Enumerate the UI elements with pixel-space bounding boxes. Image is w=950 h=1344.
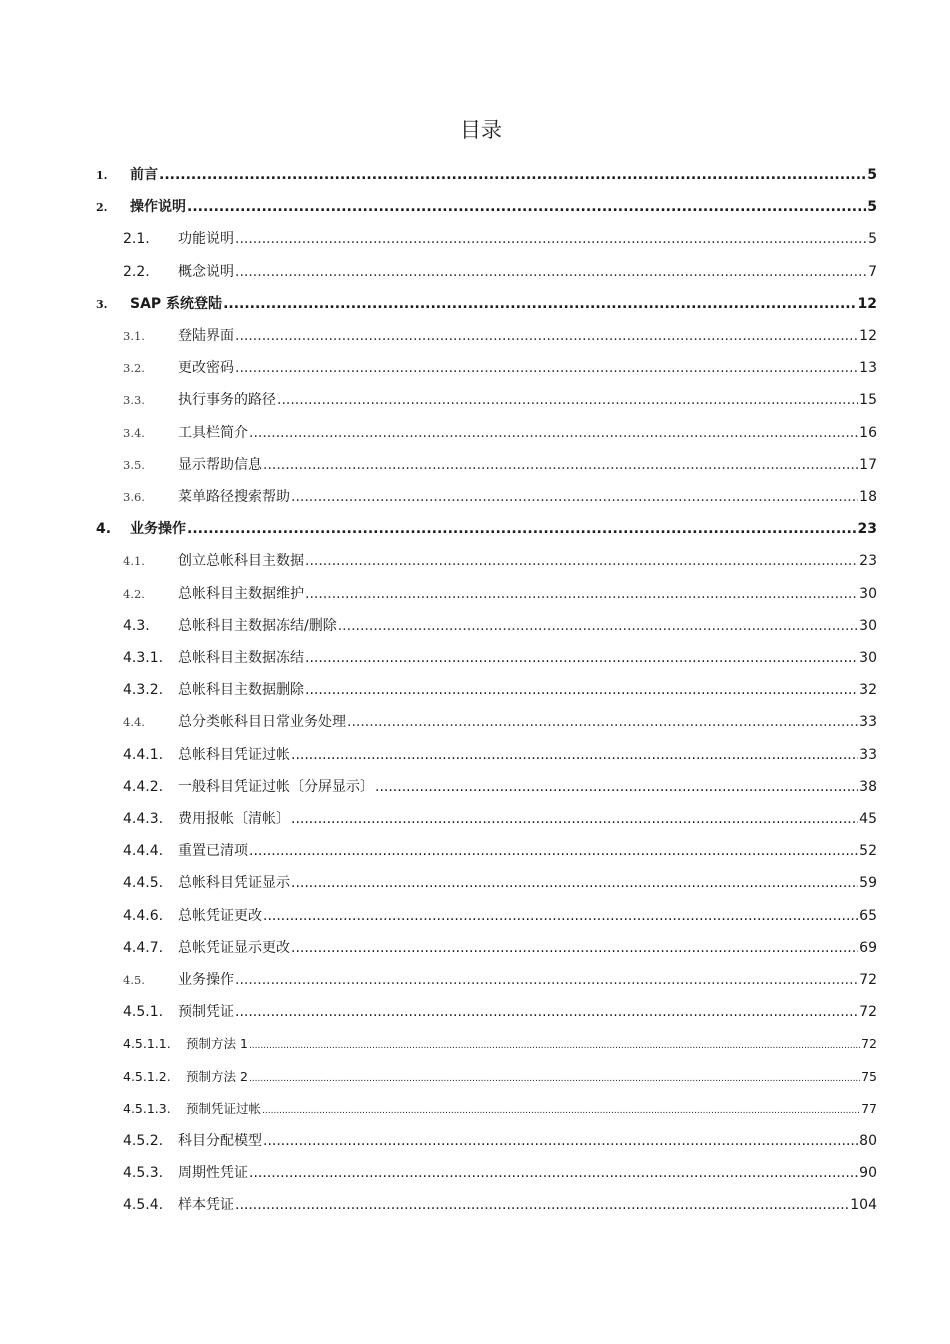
toc-entry-title: 登陆界面	[178, 328, 234, 344]
toc-entry-title: 操作说明	[130, 199, 186, 216]
toc-entry-number: 4.5.1.1.	[123, 1036, 171, 1052]
toc-dot-leader	[263, 450, 858, 480]
toc-entry-title: 预制凭证	[178, 1004, 234, 1021]
toc-entry-number: 3.4.	[123, 425, 145, 440]
toc-entry-title: 显示帮助信息	[178, 456, 262, 473]
toc-dot-leader	[159, 160, 866, 190]
toc-entry[interactable]	[123, 611, 877, 641]
toc-entry-title: 前言	[130, 167, 158, 183]
toc-dot-leader	[223, 289, 856, 319]
toc-entry[interactable]	[123, 1029, 877, 1059]
toc-entry-page-number: 23	[859, 553, 877, 570]
toc-entry-number: 4.5.4.	[123, 1197, 164, 1214]
toc-entry-number: 4.4.4.	[123, 843, 164, 860]
toc-entry-page-number: 52	[859, 843, 877, 860]
toc-entry-number: 2.1.	[123, 231, 150, 248]
toc-entry-page-number: 13	[859, 360, 877, 377]
toc-entry-page-number: 80	[859, 1133, 877, 1149]
toc-dot-leader	[249, 836, 858, 866]
toc-entry-number: 4.5.1.	[123, 1004, 164, 1021]
toc-entry[interactable]	[123, 1062, 877, 1092]
toc-entry-title: 更改密码	[178, 360, 234, 377]
toc-entry-title: 重置已清项	[178, 843, 248, 860]
toc-entry-title: 一般科目凭证过帐〔分屏显示〕	[178, 778, 374, 795]
toc-entry[interactable]	[123, 353, 877, 383]
toc-entry[interactable]	[123, 901, 877, 931]
toc-entry[interactable]	[123, 418, 877, 448]
toc-entry-title: 总帐科目凭证显示	[178, 875, 290, 892]
toc-entry-title: 总帐科目主数据维护	[178, 585, 304, 602]
toc-entry[interactable]	[123, 740, 877, 770]
toc-dot-leader	[305, 579, 858, 609]
toc-dot-leader	[235, 353, 858, 383]
toc-dot-leader	[305, 546, 858, 576]
toc-entry-page-number: 30	[859, 585, 877, 602]
toc-entry-page-number: 75	[861, 1068, 877, 1084]
toc-dot-leader	[291, 804, 858, 834]
toc-dot-leader	[187, 514, 857, 544]
toc-entry-number: 4.4.	[123, 715, 145, 730]
toc-entry-number: 4.5.1.3.	[123, 1100, 171, 1116]
toc-entry-title: 预制方法 1	[186, 1036, 248, 1052]
toc-entry-page-number: 32	[859, 682, 877, 699]
toc-entry-page-number: 38	[859, 778, 877, 795]
toc-entry-number: 4.5.	[123, 973, 145, 987]
toc-entry-title: SAP 系统登陆	[130, 295, 223, 312]
toc-dot-leader	[262, 1096, 860, 1126]
toc-dot-leader	[235, 321, 858, 351]
toc-entry-title: 样本凭证	[178, 1197, 234, 1214]
toc-entry-page-number: 17	[859, 456, 877, 473]
toc-entry-page-number: 12	[857, 295, 877, 312]
toc-entry-number: 4.3.	[123, 617, 150, 634]
toc-entry-title: 总分类帐科目日常业务处理	[178, 714, 346, 731]
toc-entry-number: 4.5.3.	[123, 1165, 164, 1182]
toc-dot-leader	[305, 675, 858, 705]
toc-entry[interactable]	[96, 514, 877, 544]
toc-entry-title: 预制方法 2	[186, 1068, 248, 1084]
toc-entry[interactable]	[123, 385, 877, 415]
toc-entry[interactable]	[123, 933, 877, 963]
toc-entry[interactable]	[123, 482, 877, 512]
toc-entry-number: 4.4.5.	[123, 875, 164, 892]
toc-entry-number: 1.	[96, 169, 108, 182]
toc-dot-leader	[249, 1064, 860, 1094]
toc-entry-title: 预制凭证过帐	[186, 1100, 262, 1116]
toc-entry-title: 总帐凭证更改	[178, 907, 262, 924]
toc-entry[interactable]	[123, 643, 877, 673]
toc-dot-leader	[187, 192, 866, 222]
toc-dot-leader	[291, 740, 858, 770]
toc-entry[interactable]	[123, 257, 877, 287]
toc-entry-title: 工具栏简介	[178, 424, 248, 441]
toc-entry-title: 业务操作	[130, 521, 186, 538]
toc-entry-page-number: 5	[867, 167, 877, 183]
toc-dot-leader	[235, 1190, 849, 1220]
toc-entry[interactable]	[96, 289, 877, 319]
toc-dot-leader	[305, 643, 858, 673]
toc-dot-leader	[263, 1126, 858, 1156]
toc-dot-leader	[235, 224, 867, 254]
toc-entry[interactable]	[123, 772, 877, 802]
toc-entry[interactable]	[96, 192, 877, 222]
toc-entry-title: 菜单路径搜索帮助	[178, 489, 290, 505]
toc-entry-page-number: 33	[859, 746, 877, 763]
toc-entry-page-number: 104	[850, 1197, 877, 1214]
toc-entry-title: 总帐科目主数据删除	[178, 682, 304, 699]
toc-entry[interactable]	[123, 1158, 877, 1188]
toc-entry[interactable]	[123, 836, 877, 866]
toc-entry-page-number: 23	[857, 521, 877, 538]
toc-entry-page-number: 18	[859, 489, 877, 505]
toc-entry-number: 4.5.1.2.	[123, 1068, 171, 1084]
toc-entry-page-number: 69	[859, 939, 877, 956]
toc-entry[interactable]	[123, 965, 877, 995]
toc-entry[interactable]	[123, 997, 877, 1027]
toc-title: 目录	[460, 118, 502, 142]
toc-dot-leader	[249, 418, 858, 448]
toc-dot-leader	[249, 1031, 860, 1061]
toc-entry-page-number: 30	[859, 617, 877, 634]
toc-entry[interactable]	[123, 450, 877, 480]
toc-entry-number: 4.3.2.	[123, 682, 164, 699]
toc-entry-title: 总帐科目主数据冻结/删除	[178, 617, 337, 634]
toc-entry-page-number: 72	[859, 972, 877, 988]
toc-entry-page-number: 30	[859, 650, 877, 666]
toc-entry-title: 创立总帐科目主数据	[178, 553, 304, 570]
toc-entry-number: 4.	[96, 521, 112, 538]
toc-entry-title: 功能说明	[178, 231, 234, 248]
toc-dot-leader	[291, 933, 858, 963]
toc-dot-leader	[277, 385, 858, 415]
toc-entry-page-number: 65	[859, 907, 877, 924]
toc-entry-number: 4.5.2.	[123, 1133, 164, 1149]
toc-entry[interactable]	[123, 675, 877, 705]
toc-entry[interactable]	[123, 321, 877, 351]
toc-entry[interactable]	[123, 224, 877, 254]
toc-entry-title: 执行事务的路径	[178, 392, 276, 409]
toc-entry-page-number: 12	[859, 328, 877, 344]
toc-entry[interactable]	[123, 1190, 877, 1220]
toc-entry-number: 4.2.	[123, 586, 145, 601]
toc-entry-page-number: 45	[859, 811, 877, 827]
toc-entry-title: 科目分配模型	[178, 1133, 262, 1149]
toc-entry[interactable]	[96, 160, 877, 190]
toc-entry[interactable]	[123, 868, 877, 898]
toc-entry-page-number: 15	[859, 392, 877, 409]
toc-entry-number: 3.2.	[123, 361, 145, 376]
toc-entry[interactable]	[123, 579, 877, 609]
toc-entry-title: 总帐科目主数据冻结	[178, 650, 304, 666]
toc-entry-page-number: 72	[859, 1004, 877, 1021]
toc-entry-number: 4.4.7.	[123, 939, 164, 956]
toc-entry-number: 4.4.6.	[123, 907, 164, 924]
toc-entry-page-number: 77	[861, 1100, 877, 1116]
toc-dot-leader	[263, 901, 858, 931]
toc-entry-title: 总帐科目凭证过帐	[178, 746, 290, 763]
toc-dot-leader	[347, 707, 858, 737]
toc-entry-page-number: 72	[861, 1036, 877, 1052]
toc-dot-leader	[249, 1158, 858, 1188]
toc-dot-leader	[375, 772, 858, 802]
toc-dot-leader	[338, 611, 858, 641]
toc-dot-leader	[291, 482, 858, 512]
toc-entry[interactable]	[123, 546, 877, 576]
toc-entry-page-number: 33	[859, 714, 877, 731]
toc-entry-page-number: 59	[859, 875, 877, 892]
toc-entry-page-number: 7	[868, 263, 877, 280]
toc-entry-page-number: 5	[868, 231, 877, 248]
toc-entry-number: 3.5.	[123, 457, 145, 472]
toc-entry-title: 总帐凭证显示更改	[178, 939, 290, 956]
toc-entry-title: 周期性凭证	[178, 1165, 248, 1182]
toc-entry-number: 3.1.	[123, 329, 145, 343]
toc-entry-number: 2.	[96, 201, 108, 215]
toc-entry-title: 费用报帐〔清帐〕	[178, 811, 290, 827]
toc-entry-number: 3.	[96, 297, 108, 311]
toc-entry[interactable]	[123, 1094, 877, 1124]
toc-entry-page-number: 5	[867, 199, 877, 216]
toc-entry-number: 4.3.1.	[123, 650, 164, 666]
toc-dot-leader	[291, 868, 858, 898]
toc-entry[interactable]	[123, 804, 877, 834]
toc-entry-number: 4.4.2.	[123, 778, 164, 795]
toc-entry-number: 3.6.	[123, 490, 145, 504]
toc-entry-page-number: 90	[859, 1165, 877, 1182]
toc-entry-title: 业务操作	[178, 972, 234, 988]
toc-entry[interactable]	[123, 707, 877, 737]
toc-dot-leader	[235, 965, 858, 995]
toc-entry-number: 4.4.3.	[123, 811, 164, 827]
toc-entry-title: 概念说明	[178, 263, 234, 280]
toc-entry[interactable]	[123, 1126, 877, 1156]
toc-entry-number: 4.1.	[123, 554, 145, 569]
toc-entry-number: 2.2.	[123, 263, 150, 280]
toc-dot-leader	[235, 997, 858, 1027]
toc-entry-number: 4.4.1.	[123, 746, 164, 763]
toc-dot-leader	[235, 257, 867, 287]
toc-entry-number: 3.3.	[123, 393, 145, 408]
toc-entry-page-number: 16	[859, 424, 877, 441]
